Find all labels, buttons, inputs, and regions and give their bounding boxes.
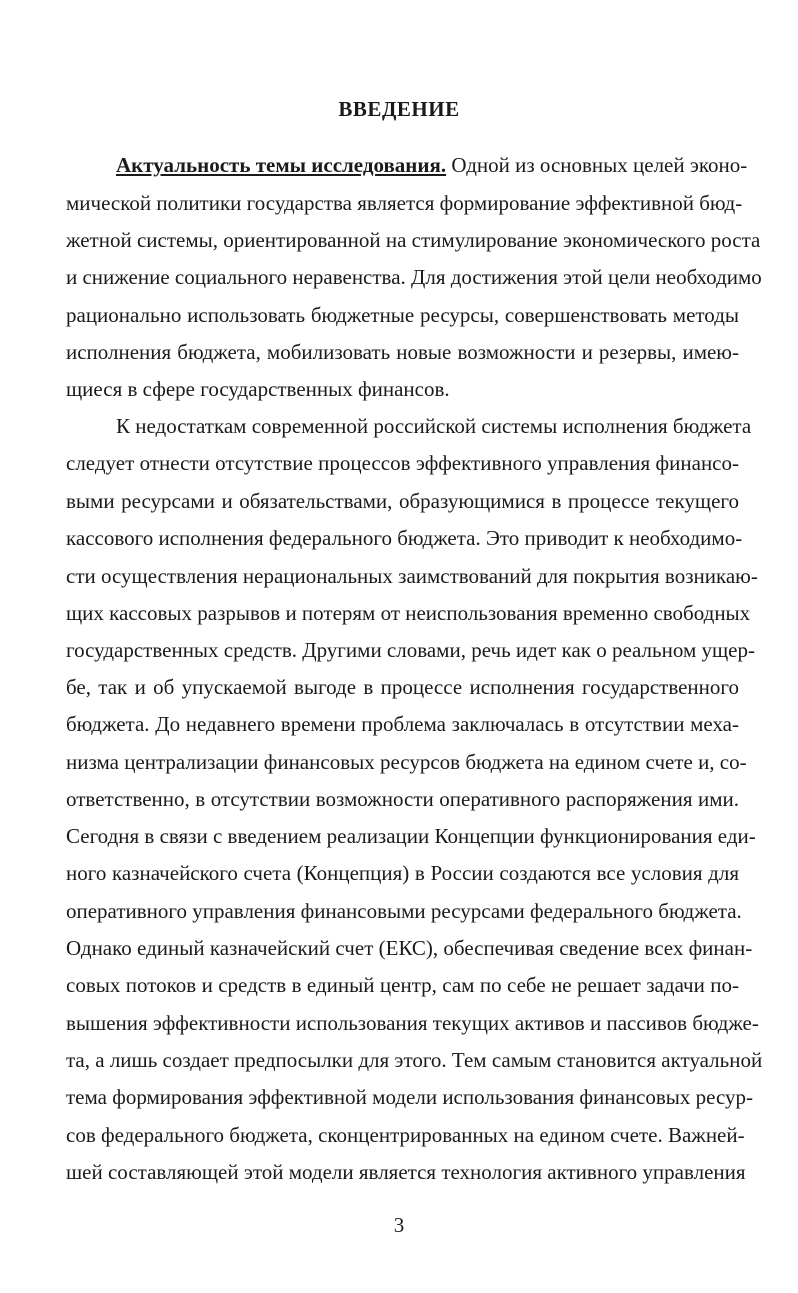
- paragraph-line: шей составляющей этой модели является технология активного управления: [66, 1160, 746, 1184]
- paragraph-line: выми ресурсами и обязательствами, образующимися в процессе текущего: [66, 489, 739, 513]
- page-number: 3: [393, 1213, 405, 1237]
- paragraph-line: [116, 150, 748, 180]
- paragraph-line: тема формирования эффективной модели использования финансовых ресур-: [66, 1085, 754, 1109]
- paragraph-line: следует отнести отсутствие процессов эффективного управления финансо-: [66, 451, 739, 475]
- paragraph-line: жетной системы, ориентированной на стимулирование экономического роста: [66, 228, 761, 252]
- paragraph-line: и снижение социального неравенства. Для достижения этой цели необходимо: [66, 265, 762, 289]
- paragraph-line: оперативного управления финансовыми ресурсами федерального бюджета.: [66, 899, 742, 923]
- paragraph-line: та, а лишь создает предпосылки для этого. Тем самым становится актуальной: [66, 1048, 763, 1072]
- paragraph-line: рационально использовать бюджетные ресурсы, совершенствовать методы: [66, 303, 739, 327]
- paragraph-line: Однако единый казначейский счет (ЕКС), обеспечивая сведение всех финан-: [66, 936, 753, 960]
- paragraph-line: Сегодня в связи с введением реализации Концепции функционирования еди-: [66, 824, 756, 848]
- topic-relevance-lead: Актуальность темы исследования.: [116, 153, 447, 177]
- paragraph-line: государственных средств. Другими словами, речь идет как о реальном ущер-: [66, 638, 755, 662]
- line-text: Одной из основных целей эконо-: [446, 153, 748, 177]
- paragraph-line: бе, так и об упускаемой выгоде в процессе исполнения государственного: [66, 675, 739, 699]
- page-title: ВВЕДЕНИЕ: [338, 97, 460, 121]
- paragraph-line: мической политики государства является формирование эффективной бюд-: [66, 191, 743, 215]
- paragraph-line: ного казначейского счета (Концепция) в России создаются все условия для: [66, 861, 739, 885]
- paragraph-line: щиеся в сфере государственных финансов.: [66, 377, 450, 401]
- paragraph-line: исполнения бюджета, мобилизовать новые возможности и резервы, имею-: [66, 340, 739, 364]
- paragraph-line: кассового исполнения федерального бюджета. Это приводит к необходимо-: [66, 526, 743, 550]
- paragraph-line: вышения эффективности использования текущих активов и пассивов бюдже-: [66, 1011, 759, 1035]
- paragraph-line: щих кассовых разрывов и потерям от неиспользования временно свободных: [66, 601, 751, 625]
- paragraph-line: низма централизации финансовых ресурсов бюджета на едином счете и, со-: [66, 750, 747, 774]
- paragraph-line: совых потоков и средств в единый центр, сам по себе не решает задачи по-: [66, 973, 739, 997]
- paragraph-line: бюджета. До недавнего времени проблема заключалась в отсутствии меха-: [66, 712, 739, 736]
- paragraph-line: К недостаткам современной российской системы исполнения бюджета: [116, 414, 752, 438]
- paragraph-line: сти осуществления нерациональных заимствований для покрытия возникаю-: [66, 564, 758, 588]
- paragraph-line: ответственно, в отсутствии возможности оперативного распоряжения ими.: [66, 787, 739, 811]
- paragraph-line: сов федерального бюджета, сконцентрированных на едином счете. Важней-: [66, 1123, 745, 1147]
